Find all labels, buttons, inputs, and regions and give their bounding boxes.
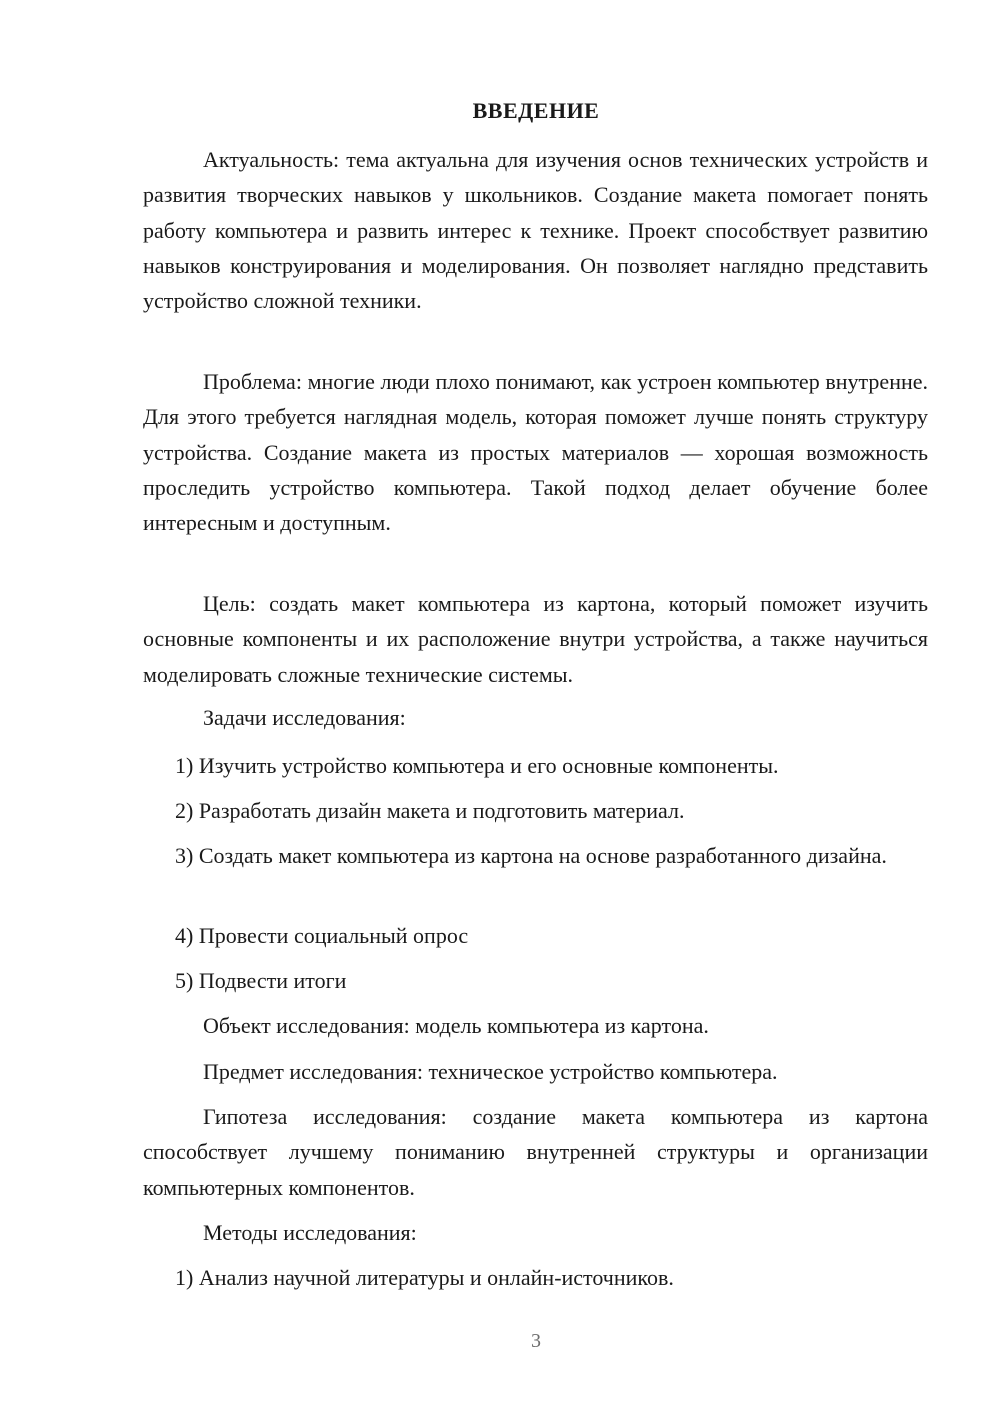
research-object: Объект исследования: модель компьютера из картона. [203, 1013, 709, 1038]
problem-paragraph: Проблема: многие люди плохо понимают, как устроен компьютер внутренне. Для этого требуется наглядная модель, которая поможет лучше понять структуру устройства. Создание макета из простых материалов — хорошая возможность проследить устройство компьютера. Такой подход делает обучение более интересным и доступным. [143, 369, 928, 536]
task-item-2: 2) Разработать дизайн макета и подготовить материал. [175, 798, 685, 823]
task-item-3: 3) Создать макет компьютера из картона на основе разработанного дизайна. [175, 843, 887, 868]
research-hypothesis: Гипотеза исследования: создание макета компьютера из картона способствует лучшему пониманию внутренней структуры и организации компьютерных компонентов. [143, 1104, 928, 1200]
task-item-1: 1) Изучить устройство компьютера и его основные компоненты. [175, 753, 779, 778]
section-heading: ВВЕДЕНИЕ [472, 98, 600, 123]
page-number: 3 [531, 1330, 541, 1352]
tasks-title: Задачи исследования: [203, 705, 406, 730]
task-item-5: 5) Подвести итоги [175, 968, 347, 993]
method-item-1: 1) Анализ научной литературы и онлайн-источников. [175, 1265, 674, 1290]
methods-title: Методы исследования: [203, 1220, 417, 1245]
task-item-4: 4) Провести социальный опрос [175, 923, 469, 948]
goal-paragraph: Цель: создать макет компьютера из картона, который поможет изучить основные компоненты и их расположение внутри устройства, а также научиться моделировать сложные технические системы. [143, 591, 928, 687]
relevance-paragraph: Актуальность: тема актуальна для изучения основ технических устройств и развития творческих навыков у школьников. Создание макета помогает понять работу компьютера и развить интерес к технике. Проект способствует развитию навыков конструирования и моделирования. Он позволяет наглядно представить устройство сложной техники. [143, 147, 928, 314]
research-subject: Предмет исследования: техническое устройство компьютера. [203, 1059, 778, 1084]
